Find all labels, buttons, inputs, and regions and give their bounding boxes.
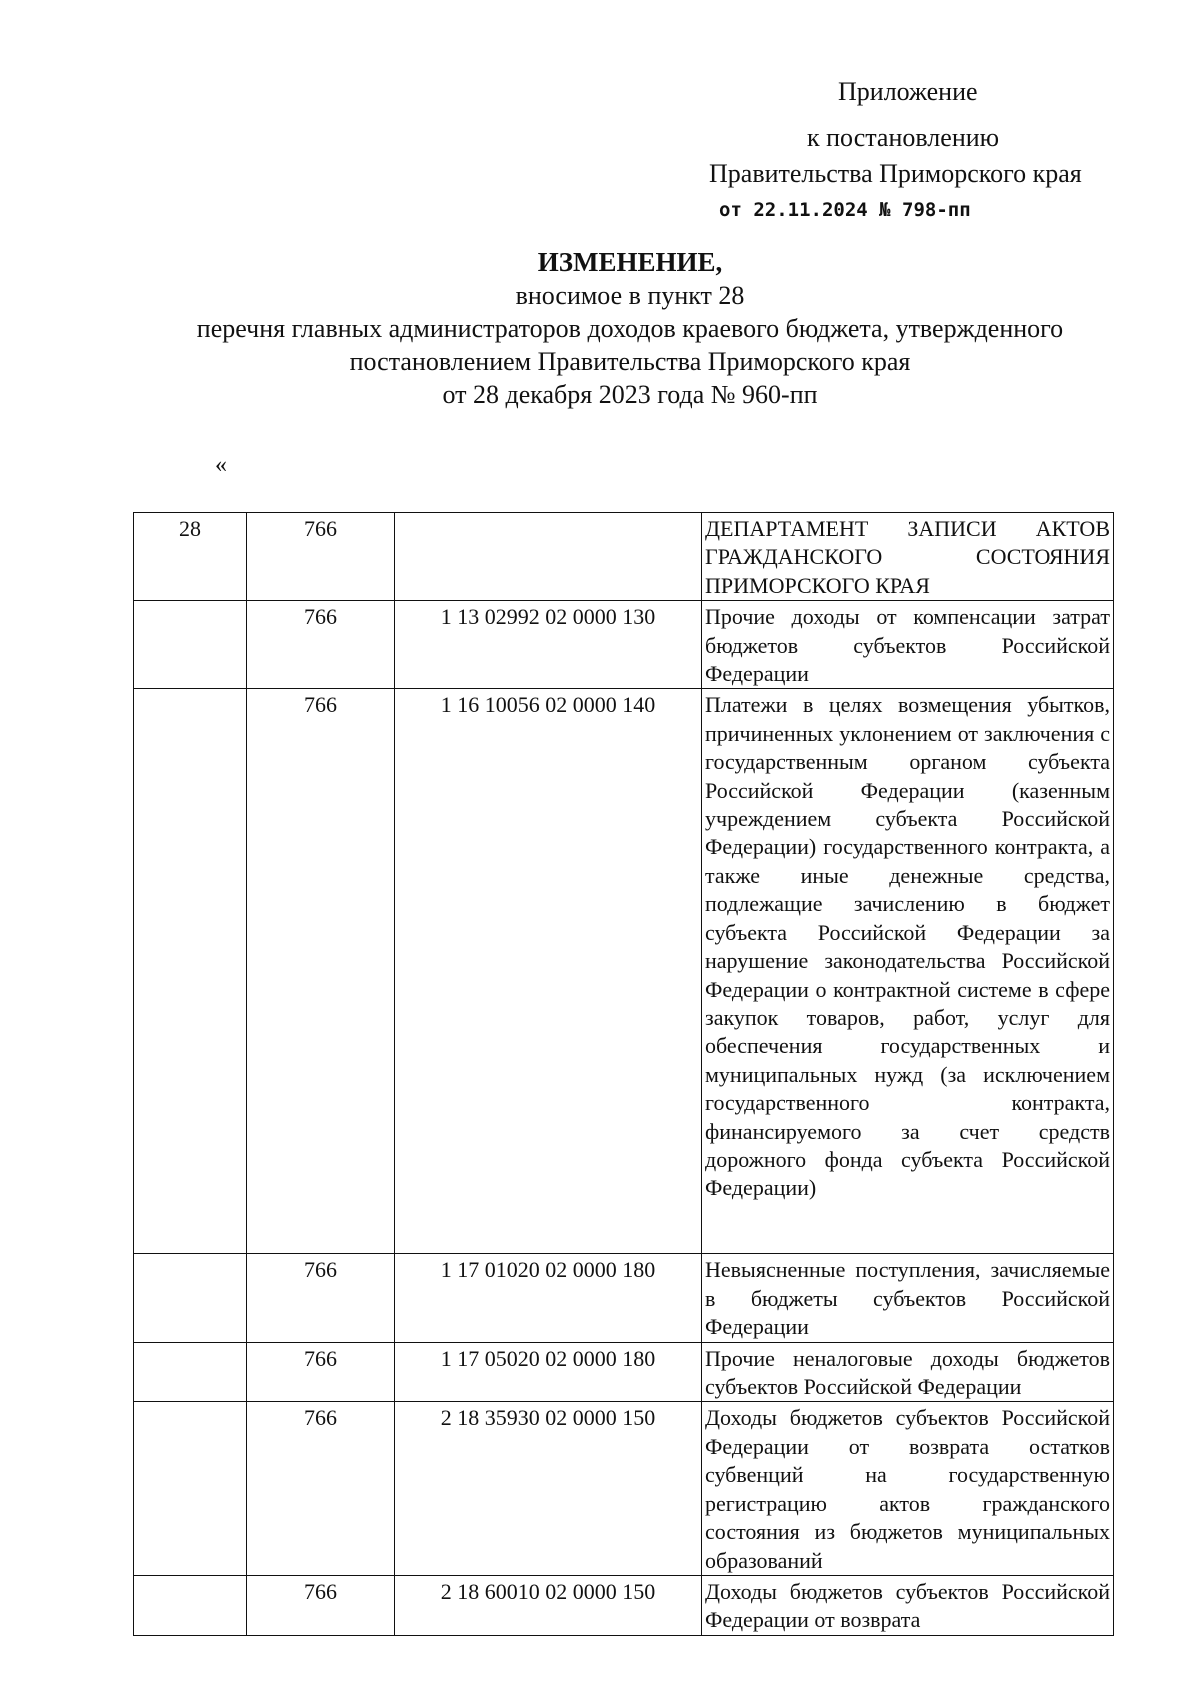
row-number-cell xyxy=(134,1254,247,1342)
revenue-code-cell: 1 13 02992 02 0000 130 xyxy=(395,601,702,689)
revenue-code-cell: 2 18 35930 02 0000 150 xyxy=(395,1402,702,1575)
revenue-description-cell: Невыясненные поступления, зачисляемые в бюджеты субъектов Российской Федерации xyxy=(702,1254,1114,1342)
appendix-title: Приложение xyxy=(838,77,978,106)
row-number-cell xyxy=(134,1575,247,1635)
table-row xyxy=(134,1254,1114,1342)
admin-code-cell: 766 xyxy=(247,601,395,689)
heading-line-2: вносимое в пункт 28 xyxy=(515,281,745,310)
table-row xyxy=(134,1342,1114,1402)
appendix-reference: к постановлению xyxy=(807,123,1000,152)
revenue-code-cell xyxy=(395,513,702,601)
heading-line-3: перечня главных администраторов доходов краевого бюджета, утвержденного xyxy=(196,314,1064,343)
table-row xyxy=(134,513,1114,601)
admin-code-cell: 766 xyxy=(247,689,395,1254)
table-row xyxy=(134,601,1114,689)
admin-code-cell: 766 xyxy=(247,1342,395,1402)
heading-line-4: постановлением Правительства Приморского края xyxy=(349,347,911,376)
document-heading xyxy=(120,246,1140,411)
revenue-administrators-table xyxy=(133,512,1114,1636)
revenue-description-cell: Доходы бюджетов субъектов Российской Федерации от возврата xyxy=(702,1575,1114,1635)
table-row xyxy=(134,1575,1114,1635)
table-row xyxy=(134,1402,1114,1575)
row-number-cell xyxy=(134,689,247,1254)
admin-code-cell: 766 xyxy=(247,1254,395,1342)
admin-code-cell: 766 xyxy=(247,1402,395,1575)
row-number-cell xyxy=(134,601,247,689)
row-number-cell xyxy=(134,1342,247,1402)
row-number-cell: 28 xyxy=(134,513,247,601)
admin-code-cell: 766 xyxy=(247,513,395,601)
admin-code-cell: 766 xyxy=(247,1575,395,1635)
heading-line-5: от 28 декабря 2023 года № 960-пп xyxy=(442,380,818,409)
revenue-description-cell: Прочие доходы от компенсации затрат бюджетов субъектов Российской Федерации xyxy=(702,601,1114,689)
appendix-block xyxy=(690,74,1130,228)
revenue-code-cell: 1 17 01020 02 0000 180 xyxy=(395,1254,702,1342)
revenue-description-cell: Платежи в целях возмещения убытков, причиненных уклонением от заключения с государственным органом субъекта Российской Федерации (казенным учреждением субъекта Российской Федерации) государственного контракта, а также иные денежные средства, подлежащие зачислению в бюджет субъекта Российской Федерации за нарушение законодательства Российской Федерации о контрактной системе в сфере закупок товаров, работ, услуг для обеспечения государственных и муниципальных нужд (за исключением государственного контракта, финансируемого за счет средств дорожного фонда субъекта Российской Федерации) xyxy=(702,689,1114,1254)
appendix-date-number: от 22.11.2024 № 798-пп xyxy=(719,199,971,221)
revenue-code-cell: 2 18 60010 02 0000 150 xyxy=(395,1575,702,1635)
document-title: ИЗМЕНЕНИЕ, xyxy=(537,247,723,277)
revenue-description-cell: Доходы бюджетов субъектов Российской Федерации от возврата остатков субвенций на государственную регистрацию актов гражданского состояния из бюджетов муниципальных образований xyxy=(702,1402,1114,1575)
revenue-description-cell: Прочие неналоговые доходы бюджетов субъектов Российской Федерации xyxy=(702,1342,1114,1402)
revenue-description-cell: ДЕПАРТАМЕНТ ЗАПИСИ АКТОВ ГРАЖДАНСКОГО СОСТОЯНИЯ ПРИМОРСКОГО КРАЯ xyxy=(702,513,1114,601)
appendix-authority: Правительства Приморского края xyxy=(709,159,1082,188)
row-number-cell xyxy=(134,1402,247,1575)
opening-quote: « xyxy=(215,452,227,478)
table-row xyxy=(134,689,1114,1254)
revenue-code-cell: 1 17 05020 02 0000 180 xyxy=(395,1342,702,1402)
revenue-code-cell: 1 16 10056 02 0000 140 xyxy=(395,689,702,1254)
